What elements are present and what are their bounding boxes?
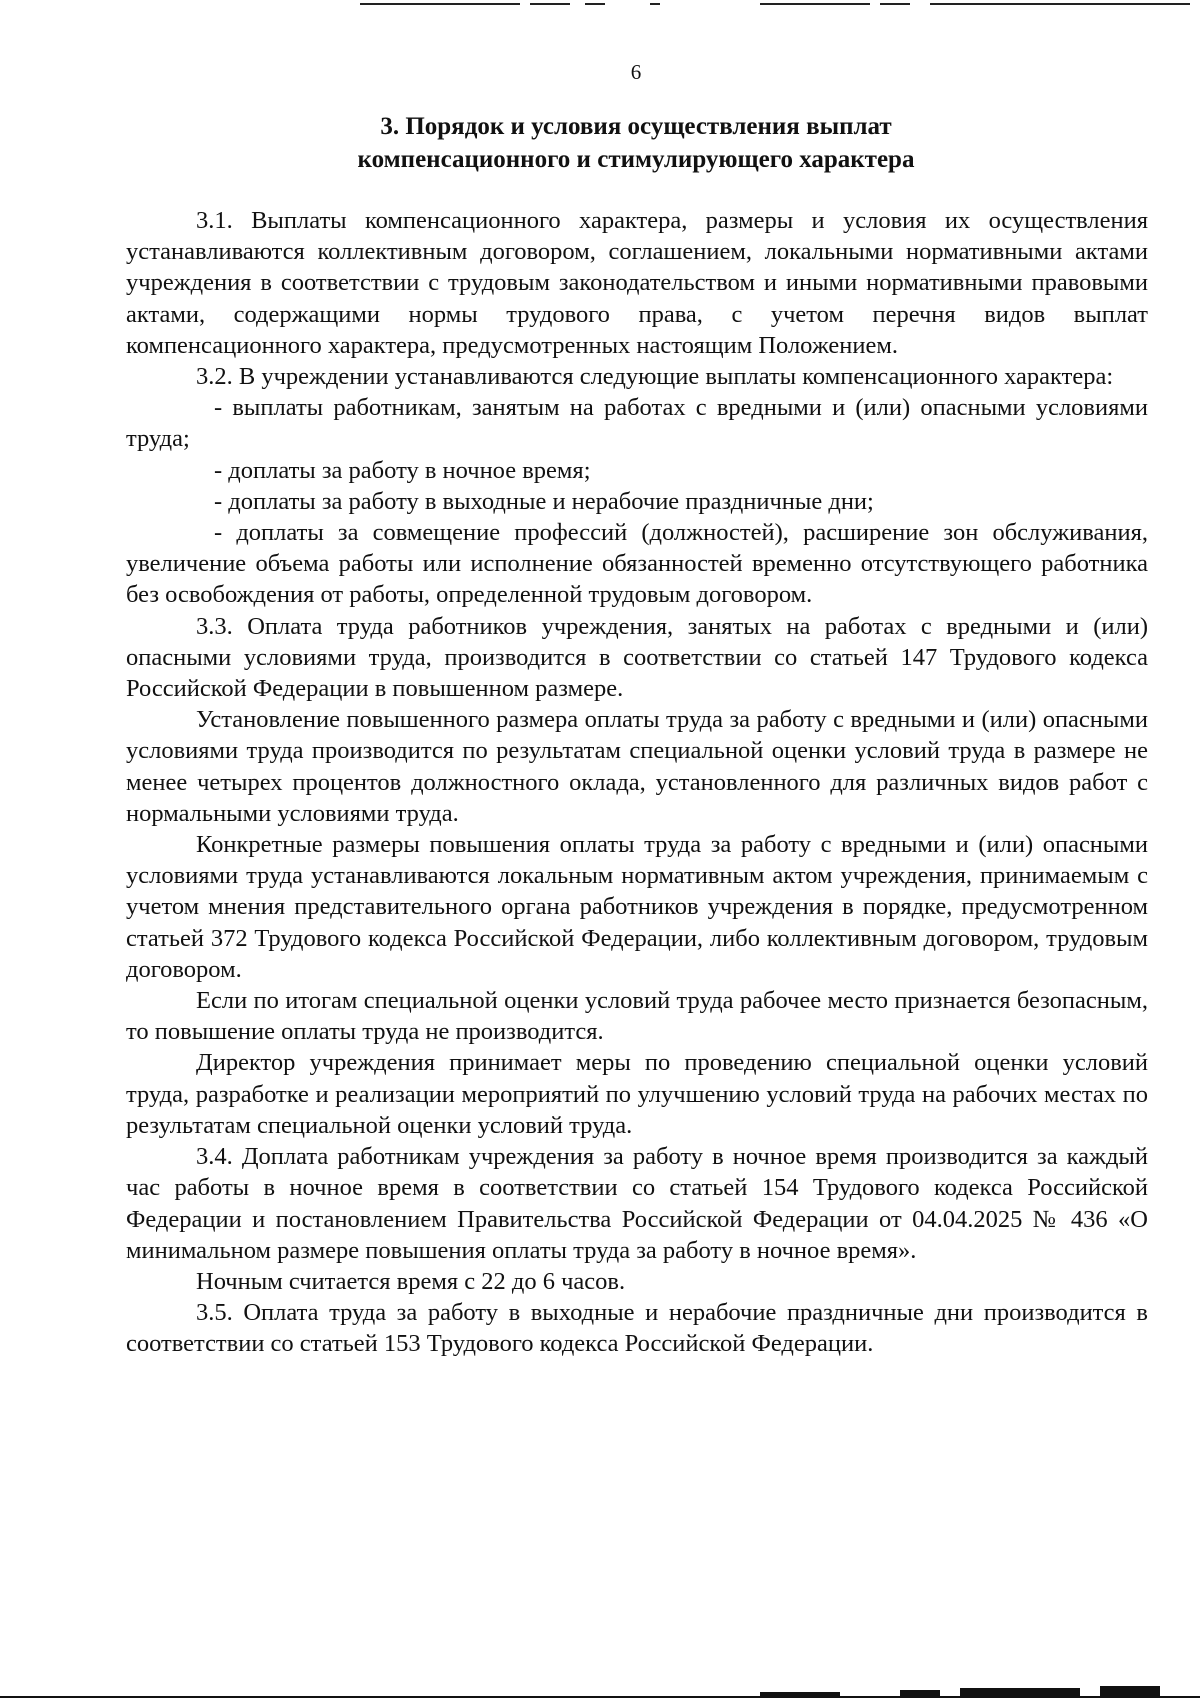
paragraph-night-hours: Ночным считается время с 22 до 6 часов. (196, 1267, 626, 1295)
paragraph-increased-pay: Установление повышенного размера оплаты труда за работу с вредными и (или) опасными условиями труда производится по результатам специальной оценки условий труда в размере не менее четырех процентов должностного оклада, установленного для различных видов работ с нормальными условиями труда. (126, 706, 1148, 827)
list-item-combined-duties: - доплаты за совмещение профессий (должностей), расширение зон обслуживания, увеличение объема работы или исполнение обязанностей временно отсутствующего работника без освобождения от работы, определенной трудовым договором. (126, 519, 1148, 609)
document-body (126, 205, 1148, 1360)
scan-edge-bottom (0, 1682, 1200, 1708)
section-heading (125, 110, 1147, 176)
heading-line-2: компенсационного и стимулирующего характера (357, 146, 915, 173)
paragraph-3-3: 3.3. Оплата труда работников учреждения, занятых на работах с вредными и (или) опасными условиями труда, производится в соответствии со статьей 147 Трудового кодекса Российской Федерации в повышенном размере. (126, 612, 1148, 703)
page-number: 6 (630, 60, 642, 84)
list-item-night-work: - доплаты за работу в ночное время; (214, 456, 591, 484)
paragraph-safe-workplace: Если по итогам специальной оценки условий труда рабочее место признается безопасным, то повышение оплаты труда не производится. (126, 987, 1148, 1046)
heading-line-1: 3. Порядок и условия осуществления выплат (380, 113, 892, 140)
paragraph-director-measures: Директор учреждения принимает меры по проведению специальной оценки условий труда, разработке и реализации мероприятий по улучшению условий труда на рабочих местах по результатам специальной оценки условий труда. (126, 1049, 1148, 1139)
list-item-harmful-conditions: - выплаты работникам, занятым на работах с вредными и (или) опасными условиями труда; (126, 394, 1148, 453)
paragraph-3-5: 3.5. Оплата труда за работу в выходные и нерабочие праздничные дни производится в соответствии со статьей 153 Трудового кодекса Российской Федерации. (126, 1299, 1148, 1358)
paragraph-3-1: 3.1. Выплаты компенсационного характера, размеры и условия их осуществления устанавливаются коллективным договором, соглашением, локальными нормативными актами учреждения в соответствии с трудовым законодательством и иными нормативными правовыми актами, содержащими нормы трудового права, с учетом перечня видов выплат компенсационного характера, предусмотренных настоящим Положением. (126, 207, 1148, 359)
paragraph-3-2: 3.2. В учреждении устанавливаются следующие выплаты компенсационного характера: (196, 363, 1114, 391)
paragraph-specific-amounts: Конкретные размеры повышения оплаты труда за работу с вредными и (или) опасными условиями труда устанавливаются локальным нормативным актом учреждения, принимаемым с учетом мнения представительного органа работников учреждения в порядке, предусмотренном статьей 372 Трудового кодекса Российской Федерации, либо коллективным договором, трудовым договором. (126, 831, 1148, 983)
list-item-holiday-work: - доплаты за работу в выходные и нерабочие праздничные дни; (214, 487, 874, 515)
scan-edge-top (0, 0, 1200, 12)
paragraph-3-4: 3.4. Доплата работникам учреждения за работу в ночное время производится за каждый час работы в ночное время в соответствии со статьей 154 Трудового кодекса Российской Федерации и постановлением Правительства Российской Федерации от 04.04.2025 № 436 «О минимальном размере повышения оплаты труда за работу в ночное время». (126, 1143, 1148, 1264)
